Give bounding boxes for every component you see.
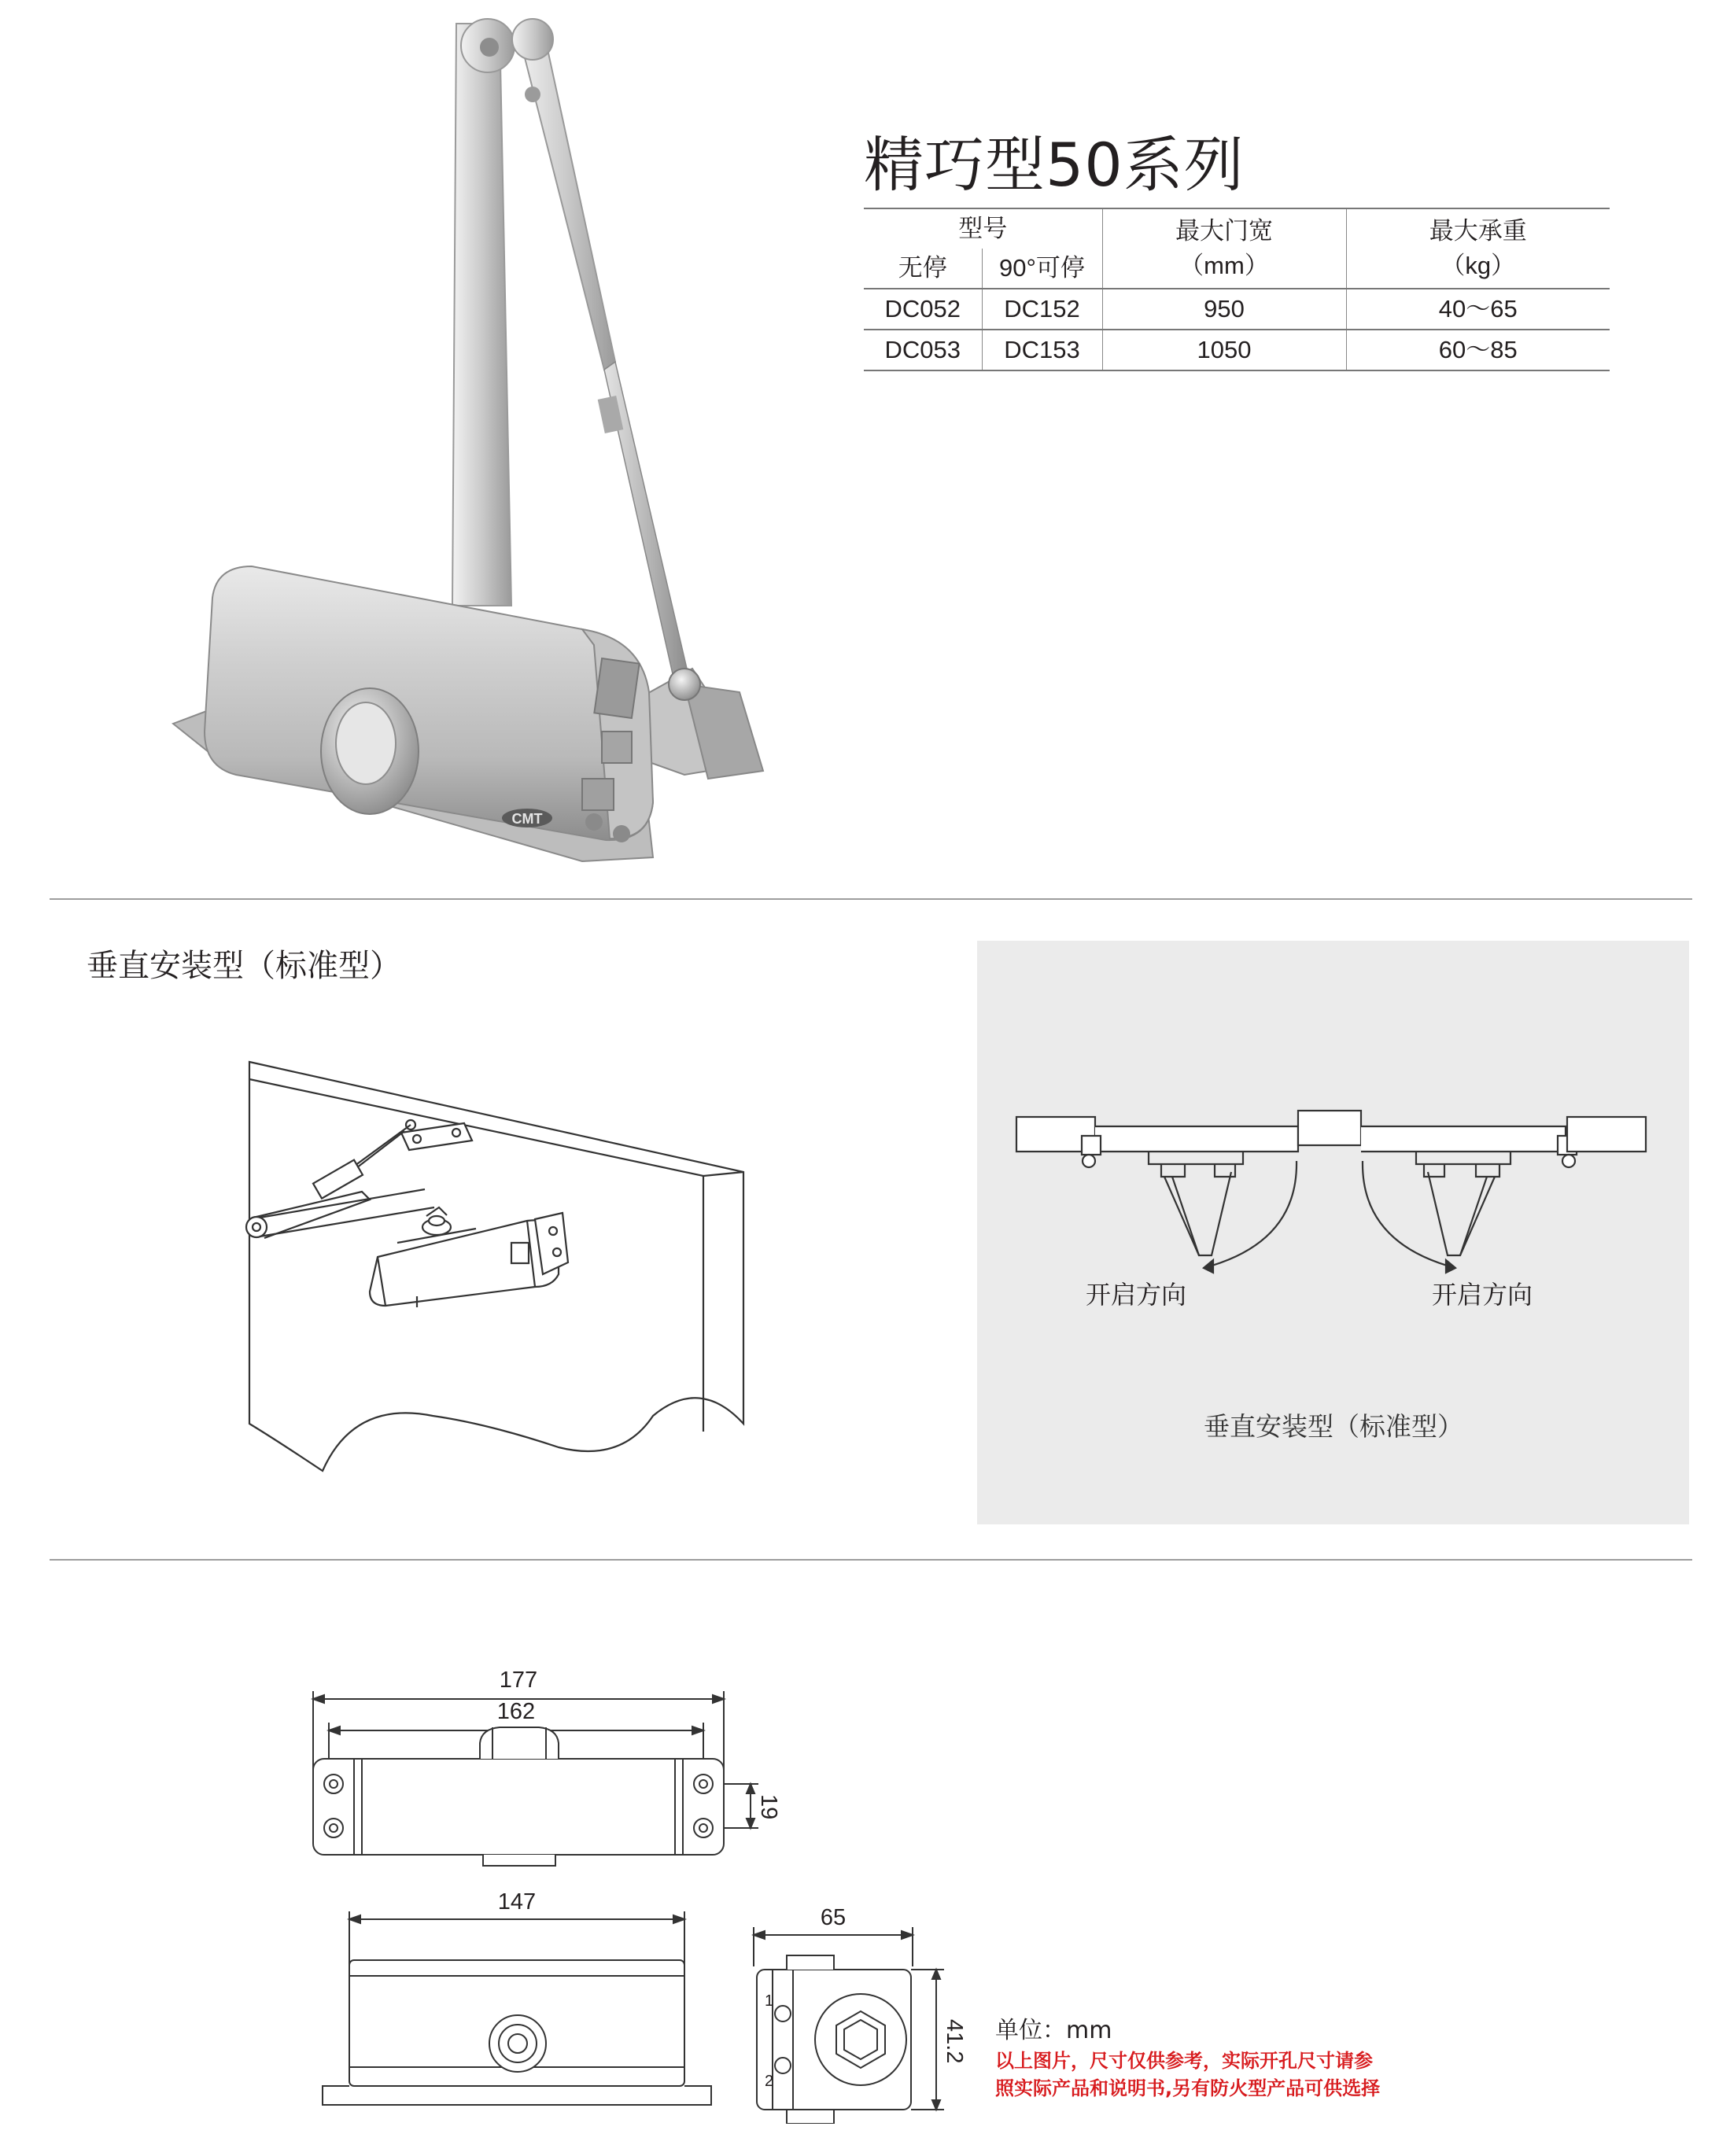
open-direction-right: 开启方向 [1432, 1280, 1533, 1310]
door-closer-photo [142, 0, 818, 873]
cell-load: 60～85 [1346, 330, 1610, 370]
port-2-label: 2 [765, 2073, 774, 2090]
cell-no-stop: DC053 [864, 330, 982, 370]
dim-41-2: 41.2 [942, 2019, 967, 2064]
front-view [323, 1889, 711, 2105]
dim-162: 162 [496, 1699, 536, 1724]
cell-no-stop: DC052 [864, 289, 982, 330]
dim-147: 147 [497, 1889, 537, 1915]
disclaimer-line-2: 照实际产品和说明书,另有防火型产品可供选择 [995, 2077, 1381, 2099]
header-max-width [1102, 208, 1346, 289]
dim-177: 177 [499, 1668, 538, 1693]
mounting-illustration [228, 1046, 763, 1487]
header-max-load-unit: （kg） [1440, 252, 1516, 279]
table-row [864, 289, 1610, 330]
dimension-drawings [283, 1620, 1070, 2124]
header-model: 型号 [864, 208, 1102, 249]
diagram-caption: 垂直安装型（标准型） [1204, 1411, 1463, 1442]
spec-table [864, 208, 1610, 371]
open-direction-left: 开启方向 [1086, 1280, 1187, 1310]
header-max-load [1346, 208, 1610, 289]
cell-90-stop: DC152 [982, 289, 1102, 330]
table-row [864, 330, 1610, 370]
header-90-stop: 90°可停 [982, 249, 1102, 289]
unit-label: 单位：mm [995, 2017, 1112, 2044]
cell-width: 950 [1102, 289, 1346, 330]
top-view [313, 1668, 781, 1866]
side-view [754, 1905, 967, 2124]
dim-19: 19 [756, 1794, 781, 1820]
plan-view-diagram [1007, 1101, 1668, 1282]
cell-90-stop: DC153 [982, 330, 1102, 370]
port-1-label: 1 [765, 1992, 774, 2010]
dim-65: 65 [820, 1905, 847, 1930]
section-title: 垂直安装型（标准型） [87, 948, 401, 984]
divider [50, 898, 1692, 900]
header-max-width-label: 最大门宽 [1175, 217, 1273, 245]
divider [50, 1559, 1692, 1561]
page-title: 精巧型50系列 [864, 130, 1245, 200]
header-no-stop: 无停 [864, 249, 982, 289]
brand-logo-text: CMT [511, 811, 543, 827]
cell-width: 1050 [1102, 330, 1346, 370]
cell-load: 40～65 [1346, 289, 1610, 330]
disclaimer-line-1: 以上图片，尺寸仅供参考，实际开孔尺寸请参 [995, 2050, 1373, 2072]
header-max-width-unit: （mm） [1179, 252, 1269, 279]
header-max-load-label: 最大承重 [1429, 217, 1527, 245]
